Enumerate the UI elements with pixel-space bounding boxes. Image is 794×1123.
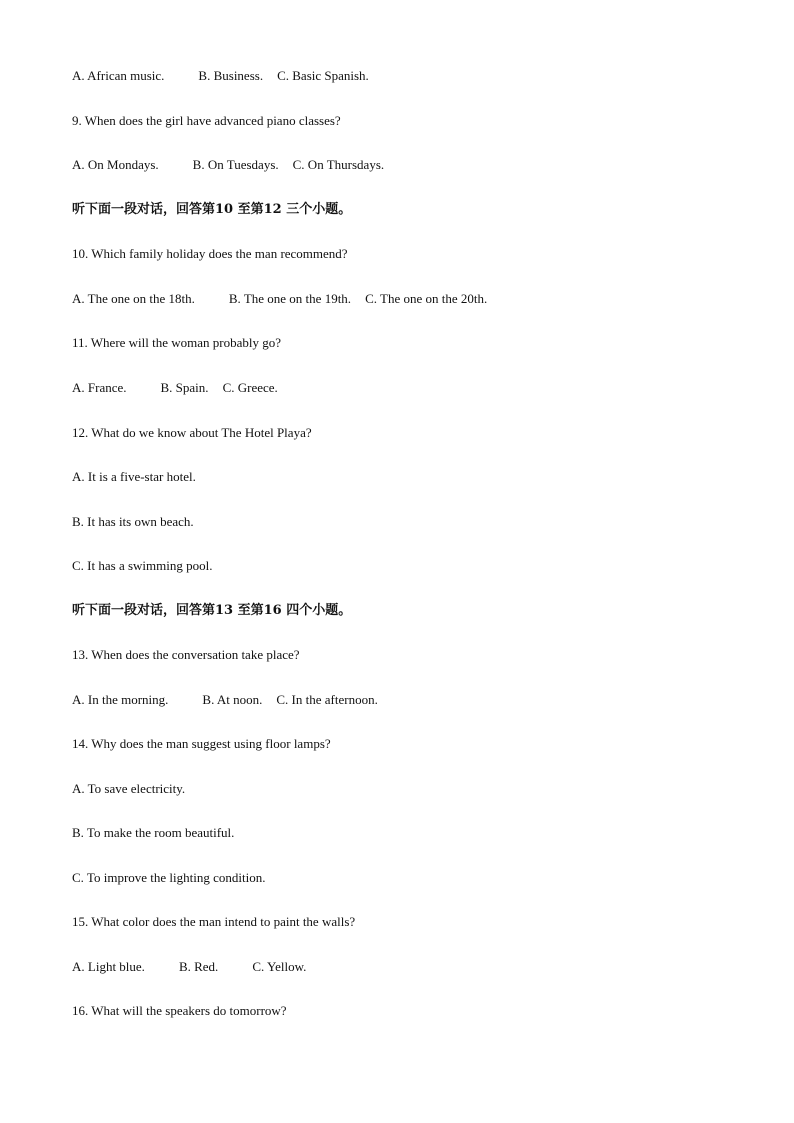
q15-option-b: B. Red.: [178, 959, 219, 974]
section-heading-10-12: 听下面一段对话，回答第10 至第12 三个小题。: [72, 202, 352, 217]
q13-option-c: C. In the afternoon.: [276, 692, 378, 707]
question-14: 14. Why does the man suggest using floor lamps?: [72, 736, 331, 751]
q11-options: [72, 380, 278, 396]
q14-option-c: C. To improve the lighting condition.: [72, 870, 266, 885]
q12-option-b: B. It has its own beach.: [72, 514, 194, 529]
question-13: 13. When does the conversation take place?: [72, 647, 300, 662]
q12-option-a: A. It is a five-star hotel.: [72, 469, 196, 484]
question-16: 16. What will the speakers do tomorrow?: [72, 1003, 287, 1018]
question-15: 15. What color does the man intend to paint the walls?: [72, 914, 356, 929]
section-heading-13-16: 听下面一段对话，回答第13 至第16 四个小题。: [72, 603, 352, 618]
q9-option-c: C. On Thursdays.: [292, 157, 385, 172]
question-10: 10. Which family holiday does the man recommend?: [72, 246, 348, 261]
q10-options: [72, 291, 487, 307]
q10-option-c: C. The one on the 20th.: [365, 291, 488, 306]
q8-option-b: B. Business.: [198, 68, 264, 83]
q13-options: [72, 692, 378, 708]
q15-option-a: A. Light blue.: [72, 959, 145, 974]
question-11: 11. Where will the woman probably go?: [72, 335, 282, 350]
q15-options: [72, 959, 306, 975]
q10-option-a: A. The one on the 18th.: [72, 291, 195, 306]
q11-option-b: B. Spain.: [160, 380, 209, 395]
q8-option-c: C. Basic Spanish.: [277, 68, 369, 83]
q9-option-a: A. On Mondays.: [72, 157, 159, 172]
q10-option-b: B. The one on the 19th.: [228, 291, 352, 306]
q14-option-a: A. To save electricity.: [72, 781, 186, 796]
q8-option-a: A. African music.: [72, 68, 165, 83]
q9-option-b: B. On Tuesdays.: [192, 157, 279, 172]
q15-option-c: C. Yellow.: [252, 959, 307, 974]
q13-option-b: B. At noon.: [202, 692, 263, 707]
q13-option-a: A. In the morning.: [72, 692, 169, 707]
question-12: 12. What do we know about The Hotel Playa?: [72, 425, 312, 440]
q11-option-a: A. France.: [72, 380, 127, 395]
q12-option-c: C. It has a swimming pool.: [72, 558, 213, 573]
q11-option-c: C. Greece.: [222, 380, 278, 395]
q8-options: [72, 68, 369, 84]
q14-option-b: B. To make the room beautiful.: [72, 825, 235, 840]
question-9: 9. When does the girl have advanced piano classes?: [72, 113, 341, 128]
q9-options: [72, 157, 384, 173]
